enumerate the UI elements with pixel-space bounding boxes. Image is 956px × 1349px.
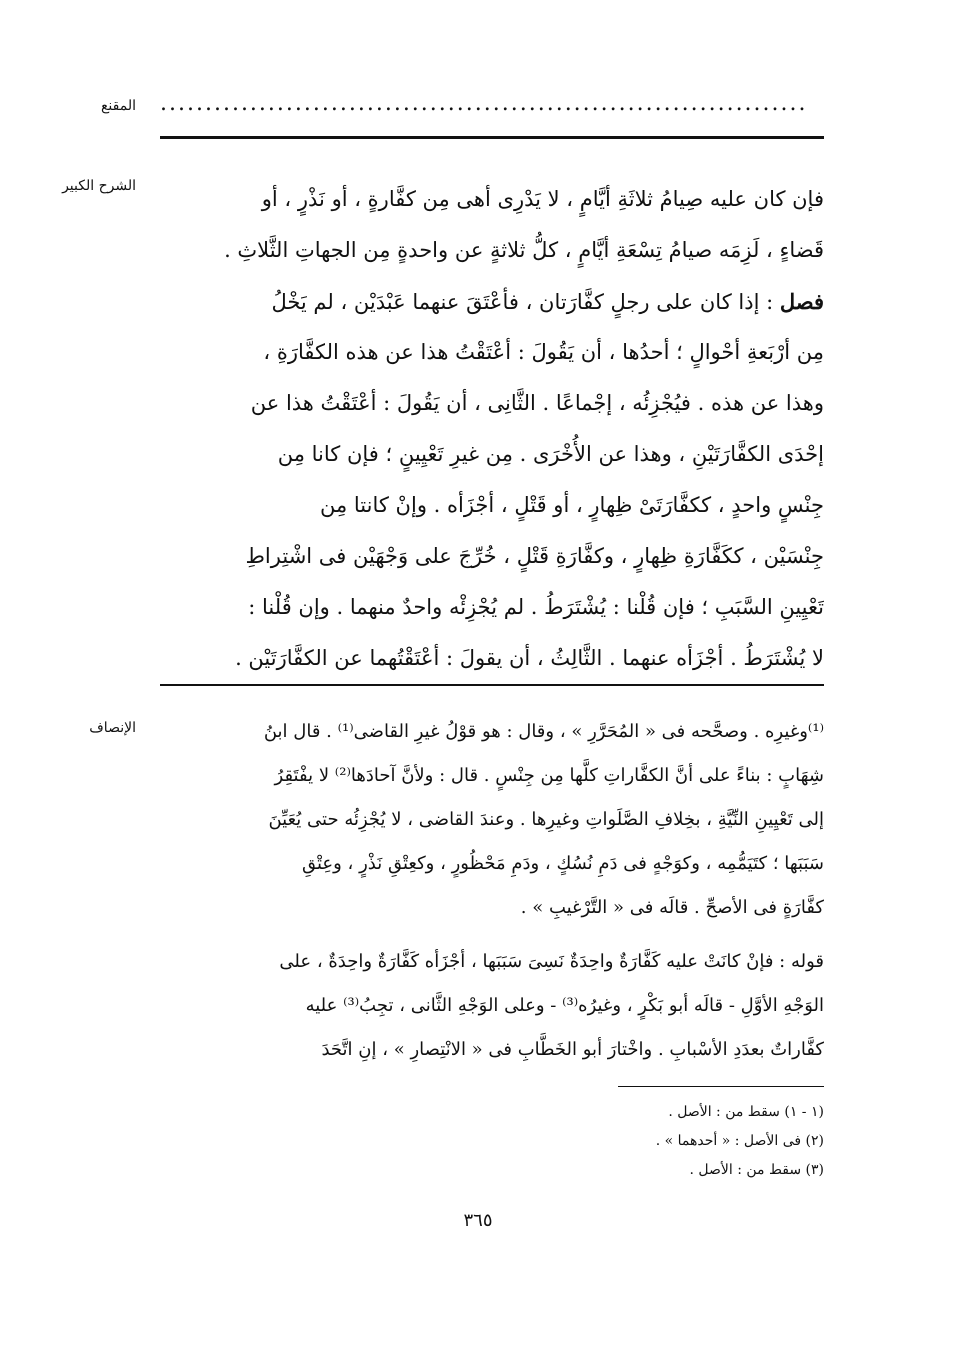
header-dotted-leader: ........................................................................ xyxy=(160,93,808,115)
sharh-line: فإن كان عليه صِيامُ ثلاثَةِ أيَّامٍ ، لا يَدْرِى أهى مِن كفَّارةٍ ، أو نَذْرٍ ، أو xyxy=(261,187,824,211)
footnote: (٢) فى الأصل : « أحدهما » . xyxy=(655,1133,824,1149)
section-divider xyxy=(160,684,824,686)
footnote: (٣) سقط من : الأصل . xyxy=(689,1162,824,1178)
fasl-text: : إذا كان على رجلٍ كفَّارَتان ، فأعْتَقَ عنهما عَبْدَيْن ، لم يَخْلُ xyxy=(271,290,774,314)
footnote-rule xyxy=(618,1086,824,1087)
sharh-line xyxy=(160,276,824,327)
sharh-line: وهذا عن هذه . فيُجْزِئُه ، إجْماعًا . الثَّانِى ، أن يَقُولَ : أعْتَقْتُ هذا عن xyxy=(250,391,824,415)
insaf-line: شِهَابٍ : بناءً على أنَّ الكفَّاراتِ كلَّها مِن جِنْسٍ . قال : ولأنَّ آحادَها⁽²⁾ لا يفْتَقِرُ xyxy=(274,765,824,786)
sharh-line: قَضاءٍ ، لَزِمَه صيامُ تِسْعَةِ أيَّامٍ ، كلُّ ثلاثةٍ عن واحدةٍ مِن الجهاتِ الثَّلاثِ . xyxy=(224,238,824,262)
sharh-section-label: الشرح الكبير xyxy=(62,178,136,194)
insaf-line: قوله : فإنْ كانَتْ عليه كَفَّارَةٌ واحِدَةٌ نَسِىَ سَبَبَها ، أجْزَأه كَفَّارَةٌ واحِدَةٌ ، على xyxy=(279,951,824,972)
running-title: المقنع xyxy=(100,98,136,114)
insaf-section-label: الإنصاف xyxy=(89,720,136,736)
sharh-line: مِن أرْبَعةِ أحْوالٍ ؛ أحدُها ، أن يَقُولَ : أعْتَقْتُ هذا عن هذه الكفَّارَةِ ، xyxy=(263,340,824,364)
sharh-line: لا يُشْتَرَطُ . أجْزَأه عنهما . الثَّالِثُ ، أن يقولَ : أعْتَقْتُهما عن الكفَّارَتَيْن . xyxy=(235,646,824,670)
insaf-text-block xyxy=(160,710,824,930)
fasl-heading: فصل xyxy=(779,289,824,314)
sharh-line: جِنْسٍ واحدٍ ، ككفَّارَتَىْ ظِهارٍ ، أو قَتْلٍ ، أجْزَأه . وإنْ كانتا مِن xyxy=(320,493,824,517)
sharh-line: تَعْيِينِ السَّبَبِ ؛ فإن قُلْنا : يُشْتَرَطُ . لم يُجْزِئْه واحدٌ منهما . وإن قُلْنا : xyxy=(248,595,824,619)
sharh-line: جِنْسَيْن ، ككَفَّارَةِ ظِهارٍ ، وكفَّارَةِ قَتْلٍ ، خُرِّجَ على وَجْهَيْن فى اشْتِراطِ xyxy=(245,544,824,568)
sharh-text-block xyxy=(160,174,824,684)
insaf-line: ⁽¹⁾وغيرِه . وصحَّحه فى « المُحَرَّرِ » ، وقال : هو قوْلُ غيرِ القاضى⁽¹⁾ . قال ابنُ xyxy=(263,721,824,742)
insaf-line: سَبَبَها ؛ كتَيَمُّمِه ، وكوَجْهٍ فى دَمِ نُسُكٍ ، ودَمِ مَحْظُورٍ ، وكعِتْقِ نَذْرٍ ، وعِتْقِ xyxy=(301,853,824,874)
insaf-line: إلى تَعْيِينِ النِّيَّةِ ، بخِلافِ الصَّلَواتِ وغيرِها . وعندَ القاضى ، لا يُجْزِئُه حتى يُعَيِّنَ xyxy=(268,809,824,830)
header-rule xyxy=(160,136,824,139)
footnotes xyxy=(160,1098,824,1185)
sharh-line: إحْدَى الكفَّارَتَيْنِ ، وهذا عن الأُخْرَى . مِن غيرِ تَعْيِينٍ ؛ فإن كانا مِن xyxy=(277,442,824,466)
insaf-line: كفَّارَةٍ فى الأصحِّ . قالَه فى « التَّرْغيبِ » . xyxy=(520,897,824,918)
insaf-line: الوَجْهِ الأوَّلِ - قالَه أبو بَكْرٍ ، وغيرُه⁽³⁾ - وعلى الوَجْهِ الثَّانى ، تجِبُ⁽³⁾ عليه xyxy=(305,995,824,1016)
footnote: (١ - ١) سقط من : الأصل . xyxy=(668,1104,824,1120)
page-number: ٣٦٥ xyxy=(463,1210,493,1231)
insaf-line: كفَّاراتٌ بعدَدِ الأسْبابِ . واخْتارَ أبو الخَطَّابِ فى « الانْتِصارِ » ، إنِ اتَّحَدَ xyxy=(321,1039,824,1060)
insaf-text-block-2 xyxy=(160,940,824,1072)
